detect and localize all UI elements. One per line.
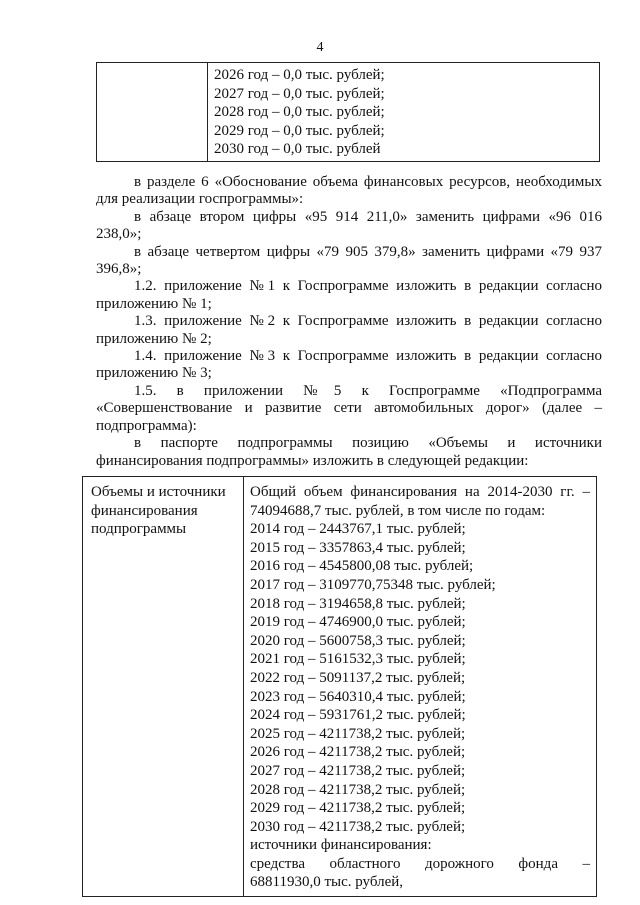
year-line-2028: 2028 год – 0,0 тыс. рублей; xyxy=(214,104,385,121)
paragraph-appendix-5: 1.5. в приложении №5 к Госпрограмме «Подпрограмма «Совершенствование и развитие сети автомобильных дорог» (далее – подпрограмма): xyxy=(96,382,602,434)
paragraph-appendix-3: 1.4. приложение №3 к Госпрограмме изложить в редакции согласно приложению № 3; xyxy=(96,348,602,382)
empty-label-cell xyxy=(97,63,208,162)
years-cell xyxy=(208,63,600,162)
year-line-2026: 2026 год – 0,0 тыс. рублей; xyxy=(214,67,385,83)
year-line-2019: 2019 год – 4746900,0 тыс. рублей; xyxy=(250,614,466,631)
paragraph-fourth-abzats: в абзаце четвертом цифры «79 905 379,8» заменить цифрами «79 937 396,8»; xyxy=(96,243,602,278)
year-line-2020: 2020 год – 5600758,3 тыс. рублей; xyxy=(250,632,466,649)
year-line-2030: 2030 год – 0,0 тыс. рублей xyxy=(214,141,381,158)
financing-values-cell xyxy=(244,477,597,897)
total-line-2: 74094688,7 тыс. рублей, в том числе по годам: xyxy=(250,502,546,519)
paragraph-passport: в паспорте подпрограммы позицию «Объемы и источники финансирования подпрограммы» изложить в следующей редакции: xyxy=(96,435,602,469)
financing-years-table-continuation xyxy=(96,62,600,162)
fund-line-1: средства областного дорожного фонда – xyxy=(250,855,590,872)
year-line-2028-sub: 2028 год – 4211738,2 тыс. рублей; xyxy=(250,781,466,798)
paragraph-appendix-1: 1.2. приложение №1 к Госпрограмме изложить в редакции согласно приложению № 1; xyxy=(96,278,602,312)
year-line-2024: 2024 год – 5931761,2 тыс. рублей; xyxy=(250,707,466,724)
year-line-2017: 2017 год – 3109770,75348 тыс. рублей; xyxy=(250,576,496,593)
year-line-2015: 2015 год – 3357863,4 тыс. рублей; xyxy=(250,539,466,556)
year-line-2027: 2027 год – 0,0 тыс. рублей; xyxy=(214,85,385,102)
amendment-text xyxy=(96,174,602,470)
total-line-1: Общий объем финансирования на 2014-2030 гг. – xyxy=(250,484,590,500)
subprogram-financing-table xyxy=(82,476,597,897)
year-line-2021: 2021 год – 5161532,3 тыс. рублей; xyxy=(250,651,466,668)
year-line-2025: 2025 год – 4211738,2 тыс. рублей; xyxy=(250,725,466,742)
year-line-2029-sub: 2029 год – 4211738,2 тыс. рублей; xyxy=(250,800,466,817)
year-line-2023: 2023 год – 5640310,4 тыс. рублей; xyxy=(250,688,466,705)
year-line-2027-sub: 2027 год – 4211738,2 тыс. рублей; xyxy=(250,762,466,779)
financing-label-cell xyxy=(83,477,244,897)
year-line-2018: 2018 год – 3194658,8 тыс. рублей; xyxy=(250,595,466,612)
paragraph-second-abzats: в абзаце втором цифры «95 914 211,0» заменить цифрами «96 016 238,0»; xyxy=(96,208,602,243)
year-line-2016: 2016 год – 4545800,08 тыс. рублей; xyxy=(250,558,474,575)
year-line-2022: 2022 год – 5091137,2 тыс. рублей; xyxy=(250,669,466,686)
year-line-2026-sub: 2026 год – 4211738,2 тыс. рублей; xyxy=(250,744,466,761)
sources-heading: источники финансирования: xyxy=(250,837,432,854)
year-line-2030-sub: 2030 год – 4211738,2 тыс. рублей; xyxy=(250,818,466,835)
paragraph-appendix-2: 1.3. приложение №2 к Госпрограмме изложить в редакции согласно приложению № 2; xyxy=(96,313,602,347)
financing-label: Объемы и источники финансирования подпрограммы xyxy=(91,484,226,538)
paragraph-section-6: в разделе 6 «Обоснование объема финансовых ресурсов, необходимых для реализации госпрограммы»: xyxy=(96,174,602,208)
year-line-2014: 2014 год – 2443767,1 тыс. рублей; xyxy=(250,521,466,538)
page-number: 4 xyxy=(316,40,324,55)
fund-line-2: 68811930,0 тыс. рублей, xyxy=(250,874,404,891)
year-line-2029: 2029 год – 0,0 тыс. рублей; xyxy=(214,122,385,139)
